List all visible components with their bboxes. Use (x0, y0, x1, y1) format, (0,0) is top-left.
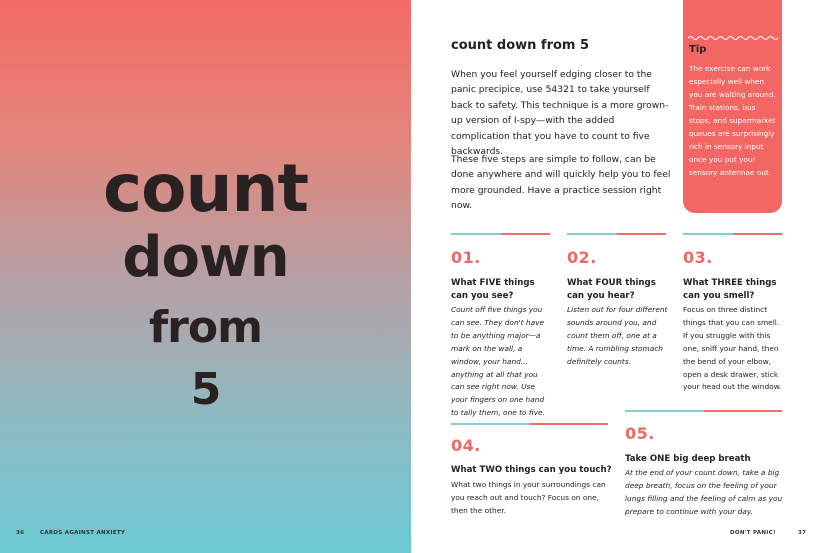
right-folio-number: 37 (798, 530, 807, 536)
step-2-body: Listen out for four different sounds around you, and count them off, one at a time. A rumbling stomach definitely counts. (567, 305, 668, 366)
step-4-number: 04. (451, 436, 481, 455)
step-1-heading: What FIVE things can you see? (451, 278, 535, 301)
title-line-count: count (103, 150, 308, 227)
step-1-body: Count off five things you can see. They don't have to be anything major—a mark on the wall, a window, your hand... anything at all that you can see right now. Use your fingers on one hand to tally them, one to five. (451, 305, 545, 418)
left-folio-label: CARDS AGAINST ANXIETY (40, 530, 126, 536)
wave-divider-icon (688, 35, 778, 41)
step-2-heading: What FOUR things can you hear? (567, 278, 656, 301)
step-2-divider (567, 233, 666, 235)
step-3-divider (683, 233, 782, 235)
tip-box (683, 0, 782, 213)
step-5-number: 05. (625, 424, 655, 443)
step-4-divider (451, 423, 608, 425)
step-3-heading: What THREE things can you smell? (683, 278, 777, 301)
step-5-divider (625, 410, 782, 412)
title-line-number: 5 (190, 364, 221, 415)
tip-text: The exercise can work especially well when you are waiting around. Train stations, bus stops, and supermarket queues are surprisingly rich in sensory input once you put your sensory antennae out. (689, 64, 776, 177)
title-line-from: from (149, 302, 262, 353)
step-3-number: 03. (683, 248, 713, 267)
title-line-down: down (122, 225, 289, 290)
intro-title: count down from 5 (451, 38, 590, 53)
step-5-body: At the end of your count down, take a big deep breath, focus on the feeling of your lungs filling and the feeling of calm as you prepare to continue with your day. (625, 468, 783, 516)
step-2-number: 02. (567, 248, 597, 267)
step-3-body: Focus on three distinct things that you can smell. If you struggle with this one, sniff your hand, then the bend of your elbow, open a desk drawer, stick your head out the window. (683, 305, 782, 392)
step-1-divider (451, 233, 550, 235)
right-folio-label: DON'T PANIC! (730, 530, 776, 536)
step-1-number: 01. (451, 248, 481, 267)
step-4-body: What two things in your surroundings can you reach out and touch? Focus on one, then the other. (451, 480, 606, 515)
step-4-heading: What TWO things can you touch? (451, 465, 612, 475)
step-5-heading: Take ONE big deep breath (625, 454, 751, 464)
left-folio-number: 36 (16, 530, 25, 536)
intro-paragraph-2: These five steps are simple to follow, can be done anywhere and will quickly help you to feel more grounded. Have a practice session right now. (451, 154, 671, 212)
intro-paragraph-1: When you feel yourself edging closer to the panic precipice, use 54321 to take yourself back to safety. This technique is a more grown-up version of I-spy—with the added complication that you have to count to five backwards. (451, 69, 669, 158)
tip-title: Tip (689, 44, 707, 55)
